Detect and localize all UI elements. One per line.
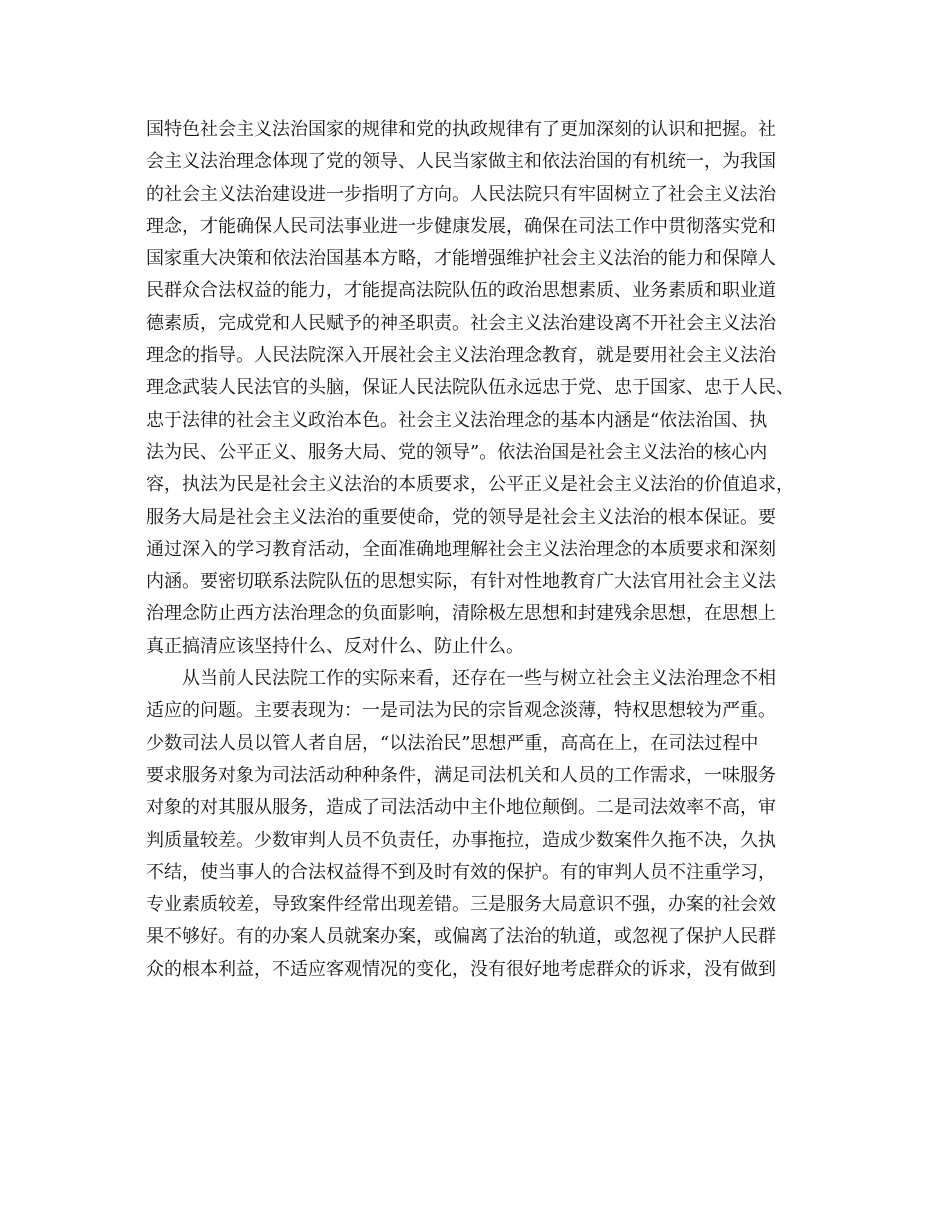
text-line: 的社会主义法治建设进一步指明了方向。人民法院只有牢固树立了社会主义法治 [146, 183, 776, 205]
text-line: 理念，才能确保人民司法事业进一步健康发展，确保在司法工作中贯彻落实党和 [146, 215, 776, 237]
document-body [146, 114, 812, 986]
text-line: 会主义法治理念体现了党的领导、人民当家做主和依法治国的有机统一，为我国 [146, 151, 776, 173]
text-line: 真正搞清应该坚持什么、反对什么、防止什么。 [146, 635, 524, 657]
text-line: 要求服务对象为司法活动种种条件，满足司法机关和人员的工作需求，一味服务 [146, 764, 776, 786]
text-line: 法为民、公平正义、服务大局、党的领导”。依法治国是社会主义法治的核心内 [146, 441, 768, 463]
text-line: 少数司法人员以管人者自居，“以法治民”思想严重，高高在上，在司法过程中 [146, 732, 759, 754]
text-line: 适应的问题。主要表现为：一是司法为民的宗旨观念淡薄，特权思想较为严重。 [146, 700, 776, 722]
text-line: 众的根本利益，不适应客观情况的变化，没有很好地考虑群众的诉求，没有做到 [146, 958, 776, 980]
text-line: 服务大局是社会主义法治的重要使命，党的领导是社会主义法治的根本保证。要 [146, 506, 776, 528]
text-line: 容，执法为民是社会主义法治的本质要求，公平正义是社会主义法治的价值追求， [146, 474, 794, 496]
text-line: 不结，使当事人的合法权益得不到及时有效的保护。有的审判人员不注重学习， [146, 861, 776, 883]
text-line: 民群众合法权益的能力，才能提高法院队伍的政治思想素质、业务素质和职业道 [146, 280, 776, 302]
text-line: 果不够好。有的办案人员就案办案，或偏离了法治的轨道，或忽视了保护人民群 [146, 926, 776, 948]
text-line: 治理念防止西方法治理念的负面影响，清除极左思想和封建残余思想，在思想上 [146, 603, 776, 625]
paragraph-2 [146, 663, 812, 986]
text-line: 内涵。要密切联系法院队伍的思想实际，有针对性地教育广大法官用社会主义法 [146, 571, 776, 593]
text-line: 国特色社会主义法治国家的规律和党的执政规律有了更加深刻的认识和把握。社 [146, 119, 776, 140]
text-line: 国家重大决策和依法治国基本方略，才能增强维护社会主义法治的能力和保障人 [146, 248, 776, 270]
text-line: 专业素质较差，导致案件经常出现差错。三是服务大局意识不强，办案的社会效 [146, 894, 776, 916]
text-line: 忠于法律的社会主义政治本色。社会主义法治理念的基本内涵是“依法治国、执 [146, 409, 768, 431]
text-line-indented: 从当前人民法院工作的实际来看，还存在一些与树立社会主义法治理念不相 [182, 668, 776, 690]
text-line: 通过深入的学习教育活动，全面准确地理解社会主义法治理念的本质要求和深刻 [146, 538, 776, 560]
text-line: 理念的指导。人民法院深入开展社会主义法治理念教育，就是要用社会主义法治 [146, 345, 776, 367]
paragraph-1 [146, 114, 812, 663]
text-line: 理念武装人民法官的头脑，保证人民法院队伍永远忠于党、忠于国家、忠于人民、 [146, 377, 794, 399]
text-line: 判质量较差。少数审判人员不负责任，办事拖拉，造成少数案件久拖不决，久执 [146, 829, 776, 851]
text-line: 德素质，完成党和人民赋予的神圣职责。社会主义法治建设离不开社会主义法治 [146, 312, 776, 334]
text-line: 对象的对其服从服务，造成了司法活动中主仆地位颠倒。二是司法效率不高，审 [146, 797, 776, 819]
